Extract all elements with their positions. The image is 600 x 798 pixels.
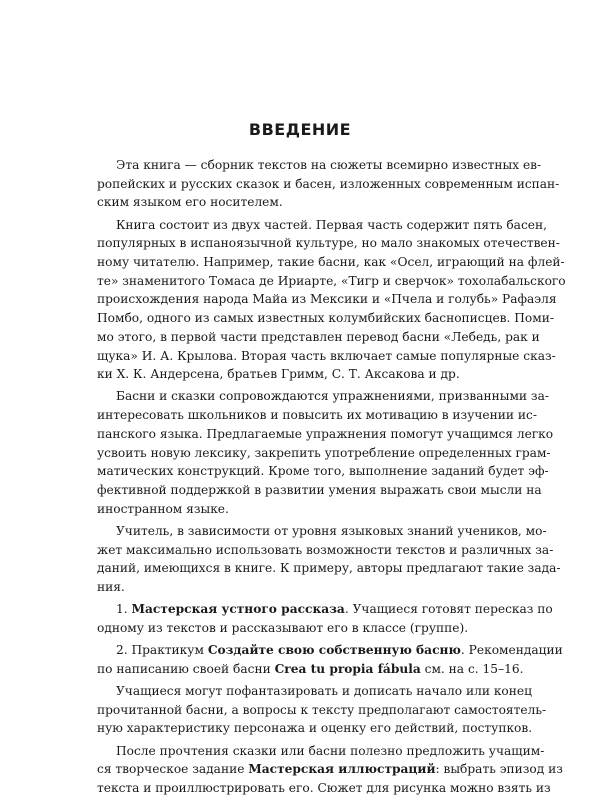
text-line: Помбо, одного из самых известных колумбийских баснописцев. Поми-	[97, 311, 554, 326]
text-line: фективной поддержкой в развитии умения выражать свои мысли на	[97, 482, 542, 497]
paragraph-intro	[97, 156, 560, 212]
text-line: Учитель, в зависимости от уровня языковых знаний учеников, мо-	[116, 523, 547, 538]
text-line: усвоить новую лексику, закрепить употребление определенных грам-	[97, 445, 551, 460]
text-line: После прочтения сказки или басни полезно предложить учащим-	[116, 743, 545, 758]
bold-term: Мастерская иллюстраций	[248, 762, 436, 777]
text-line: ному читателю. Например, такие басни, как «Осел, играющий на флей-	[97, 255, 565, 270]
text-line: матических конструкций. Кроме того, выполнение заданий будет эф-	[97, 464, 549, 479]
paragraph-teacher	[97, 522, 561, 597]
text-line: Эта книга — сборник текстов на сюжеты всемирно известных ев-	[116, 158, 542, 172]
paragraph-fantasize	[97, 682, 547, 738]
item-number: 1.	[116, 602, 128, 617]
text-line: ропейских и русских сказок и басен, изложенных современным испан-	[97, 176, 560, 191]
text-fragment: см. на с. 15–16.	[420, 661, 524, 676]
text-fragment: ся творческое задание	[97, 762, 249, 777]
text-fragment: : выбрать эпизод из	[435, 762, 563, 777]
page-body	[97, 156, 566, 798]
list-item-oral-story	[97, 600, 553, 637]
text-line: интересовать школьников и повысить их мотивацию в изучении ис-	[97, 408, 537, 423]
text-line: происхождения народа Майа из Мексики и «Пчела и голубь» Рафаэля	[97, 292, 557, 307]
bold-term: Создайте свою собственную басню	[207, 643, 461, 658]
text-line: прочитанной басни, а вопросы к тексту предполагают самостоятель-	[97, 702, 547, 717]
text-line: Басни и сказки сопровождаются упражнениями, призванными за-	[116, 389, 549, 404]
text-line: ским языком его носителем.	[97, 195, 283, 210]
paragraph-structure	[97, 216, 566, 384]
text-line: панского языка. Предлагаемые упражнения помогут учащимся легко	[97, 426, 554, 441]
text-fragment: 2. Практикум	[116, 643, 208, 658]
bold-term: Мастерская устного рассказа	[131, 602, 345, 617]
text-fragment: по написанию своей басни	[97, 661, 275, 676]
page-title: ВВЕДЕНИЕ	[248, 120, 352, 139]
paragraph-exercises	[97, 387, 554, 518]
text-line: популярных в испаноязычной культуре, но мало знакомых отечествен-	[97, 236, 560, 251]
text-line: ния.	[97, 579, 125, 594]
list-item-fable-workshop	[97, 641, 563, 678]
text-line: Книга состоит из двух частей. Первая часть содержит пять басен,	[116, 217, 547, 232]
text-line: текста и проиллюстрировать его. Сюжет для рисунка можно взять из	[97, 781, 551, 795]
paragraph-illustrations	[97, 742, 563, 798]
text-line: жет максимально использовать возможности текстов и различных за-	[97, 542, 554, 557]
text-line	[97, 660, 524, 679]
text-line: ки Х. К. Андерсена, братьев Гримм, С. Т. Аксакова и др.	[97, 367, 460, 382]
text-line	[97, 600, 553, 619]
text-line: иностранном языке.	[97, 501, 229, 516]
text-line	[97, 760, 563, 779]
text-fragment: . Учащиеся готовят пересказ по	[344, 602, 553, 617]
text-line: Учащиеся могут пофантазировать и дописать начало или конец	[116, 683, 532, 698]
text-line: ную характеристику персонажа и оценку его действий, поступков.	[97, 721, 533, 736]
text-line: мо этого, в первой части представлен перевод басни «Лебедь, рак и	[97, 329, 540, 344]
text-line: даний, имеющихся в книге. К примеру, авторы предлагают такие зада-	[97, 561, 561, 576]
text-line: те» знаменитого Томаса де Ириарте, «Тигр и сверчок» тохолабальского	[97, 273, 566, 288]
text-line	[97, 641, 563, 660]
text-line: одному из текстов и рассказывают его в классе (группе).	[97, 620, 469, 635]
bold-term: Crea tu propia fábula	[274, 661, 421, 676]
text-fragment: . Рекомендации	[460, 643, 563, 658]
text-line: щука» И. А. Крылова. Вторая часть включает самые популярные сказ-	[97, 348, 556, 363]
